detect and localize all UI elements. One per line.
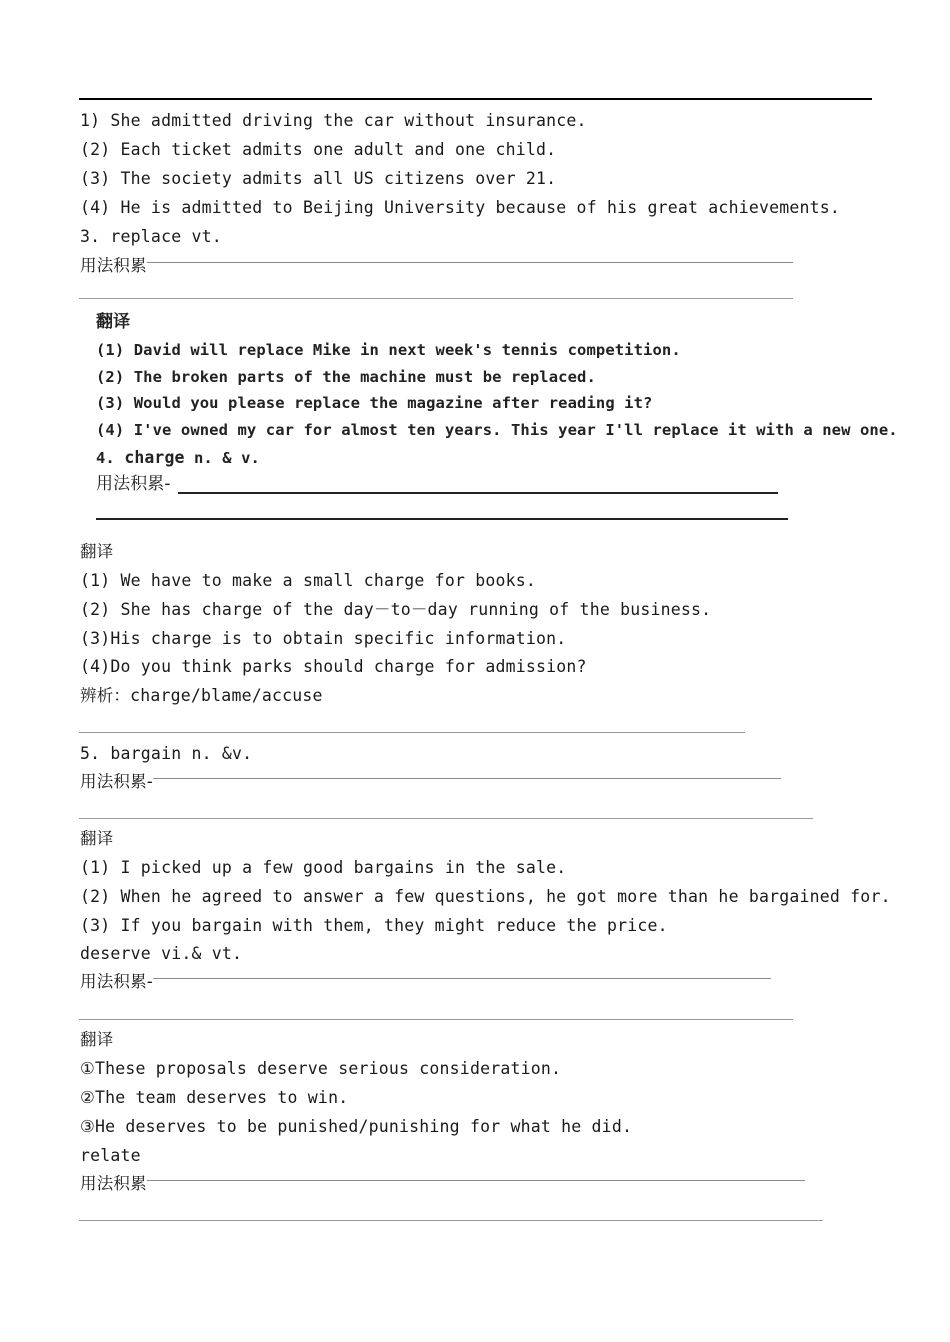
bargain-heading: 5. bargain n. &v. <box>80 744 253 763</box>
replace-usage-blank-2[interactable] <box>79 298 793 299</box>
bargain-translate-label: 翻译 <box>80 829 114 848</box>
charge-heading-pos: n. & v. <box>193 449 260 467</box>
top-rule <box>79 98 872 100</box>
admit-example-3: (3) The society admits all US citizens over 21. <box>80 169 557 188</box>
bargain-usage-label: 用法积累- <box>80 772 153 791</box>
bargain-usage-row <box>80 771 781 793</box>
admit-example-4: (4) He is admitted to Beijing University because of his great achievements. <box>80 198 841 217</box>
charge-distinguish: 辨析：charge/blame/accuse <box>80 686 323 705</box>
deserve-example-3: ③He deserves to be punished/punishing for what he did. <box>80 1117 633 1136</box>
charge-example-2: (2) She has charge of the day－to－day running of the business. <box>80 600 712 619</box>
relate-usage-label: 用法积累 <box>80 1174 147 1193</box>
replace-heading: 3. replace vt. <box>80 227 222 246</box>
charge-example-4: (4)Do you think parks should charge for admission? <box>80 657 587 676</box>
relate-usage-blank[interactable] <box>147 1180 805 1181</box>
charge-usage-blank-2[interactable] <box>96 518 788 520</box>
replace-example-2: (2) The broken parts of the machine must be replaced. <box>96 368 596 386</box>
deserve-heading: deserve vi.& vt. <box>80 944 243 963</box>
bargain-usage-blank-2[interactable] <box>79 818 813 819</box>
bargain-example-2: (2) When he agreed to answer a few questions, he got more than he bargained for. <box>80 887 891 906</box>
deserve-translate-label: 翻译 <box>80 1030 114 1049</box>
relate-heading: relate <box>80 1146 141 1165</box>
charge-heading-number: 4. <box>96 449 115 467</box>
charge-usage-label-image: 用法积累- <box>96 474 171 494</box>
replace-example-1: (1) David will replace Mike in next week's tennis competition. <box>96 341 681 359</box>
replace-example-3: (3) Would you please replace the magazine after reading it? <box>96 394 653 412</box>
deserve-example-2: ②The team deserves to win. <box>80 1088 349 1107</box>
deserve-usage-row <box>80 971 771 993</box>
deserve-usage-blank[interactable] <box>153 978 771 979</box>
bargain-usage-blank[interactable] <box>153 778 781 779</box>
replace-usage-row <box>80 255 793 277</box>
deserve-example-1: ①These proposals deserve serious consideration. <box>80 1059 562 1078</box>
charge-translate-label: 翻译 <box>80 542 114 561</box>
deserve-usage-blank-2[interactable] <box>79 1019 793 1020</box>
charge-heading-word: charge <box>124 448 185 467</box>
embedded-image-block <box>90 304 898 526</box>
bargain-example-3: (3) If you bargain with them, they might reduce the price. <box>80 916 668 935</box>
charge-usage-blank[interactable] <box>178 492 778 494</box>
charge-example-1: (1) We have to make a small charge for books. <box>80 571 537 590</box>
relate-usage-row <box>80 1173 805 1195</box>
admit-example-2: (2) Each ticket admits one adult and one child. <box>80 140 557 159</box>
admit-example-1: 1) She admitted driving the car without insurance. <box>80 111 587 130</box>
relate-usage-blank-2[interactable] <box>79 1220 823 1221</box>
bargain-example-1: (1) I picked up a few good bargains in the sale. <box>80 858 567 877</box>
replace-usage-blank[interactable] <box>147 262 793 263</box>
charge-example-3: (3)His charge is to obtain specific information. <box>80 629 567 648</box>
replace-translate-label: 翻译 <box>96 312 131 332</box>
charge-heading <box>96 448 260 468</box>
distinguish-blank[interactable] <box>79 732 745 733</box>
replace-example-4: (4) I've owned my car for almost ten years. This year I'll replace it with a new one. <box>96 421 898 439</box>
deserve-usage-label: 用法积累- <box>80 972 153 991</box>
replace-usage-label: 用法积累 <box>80 256 147 275</box>
